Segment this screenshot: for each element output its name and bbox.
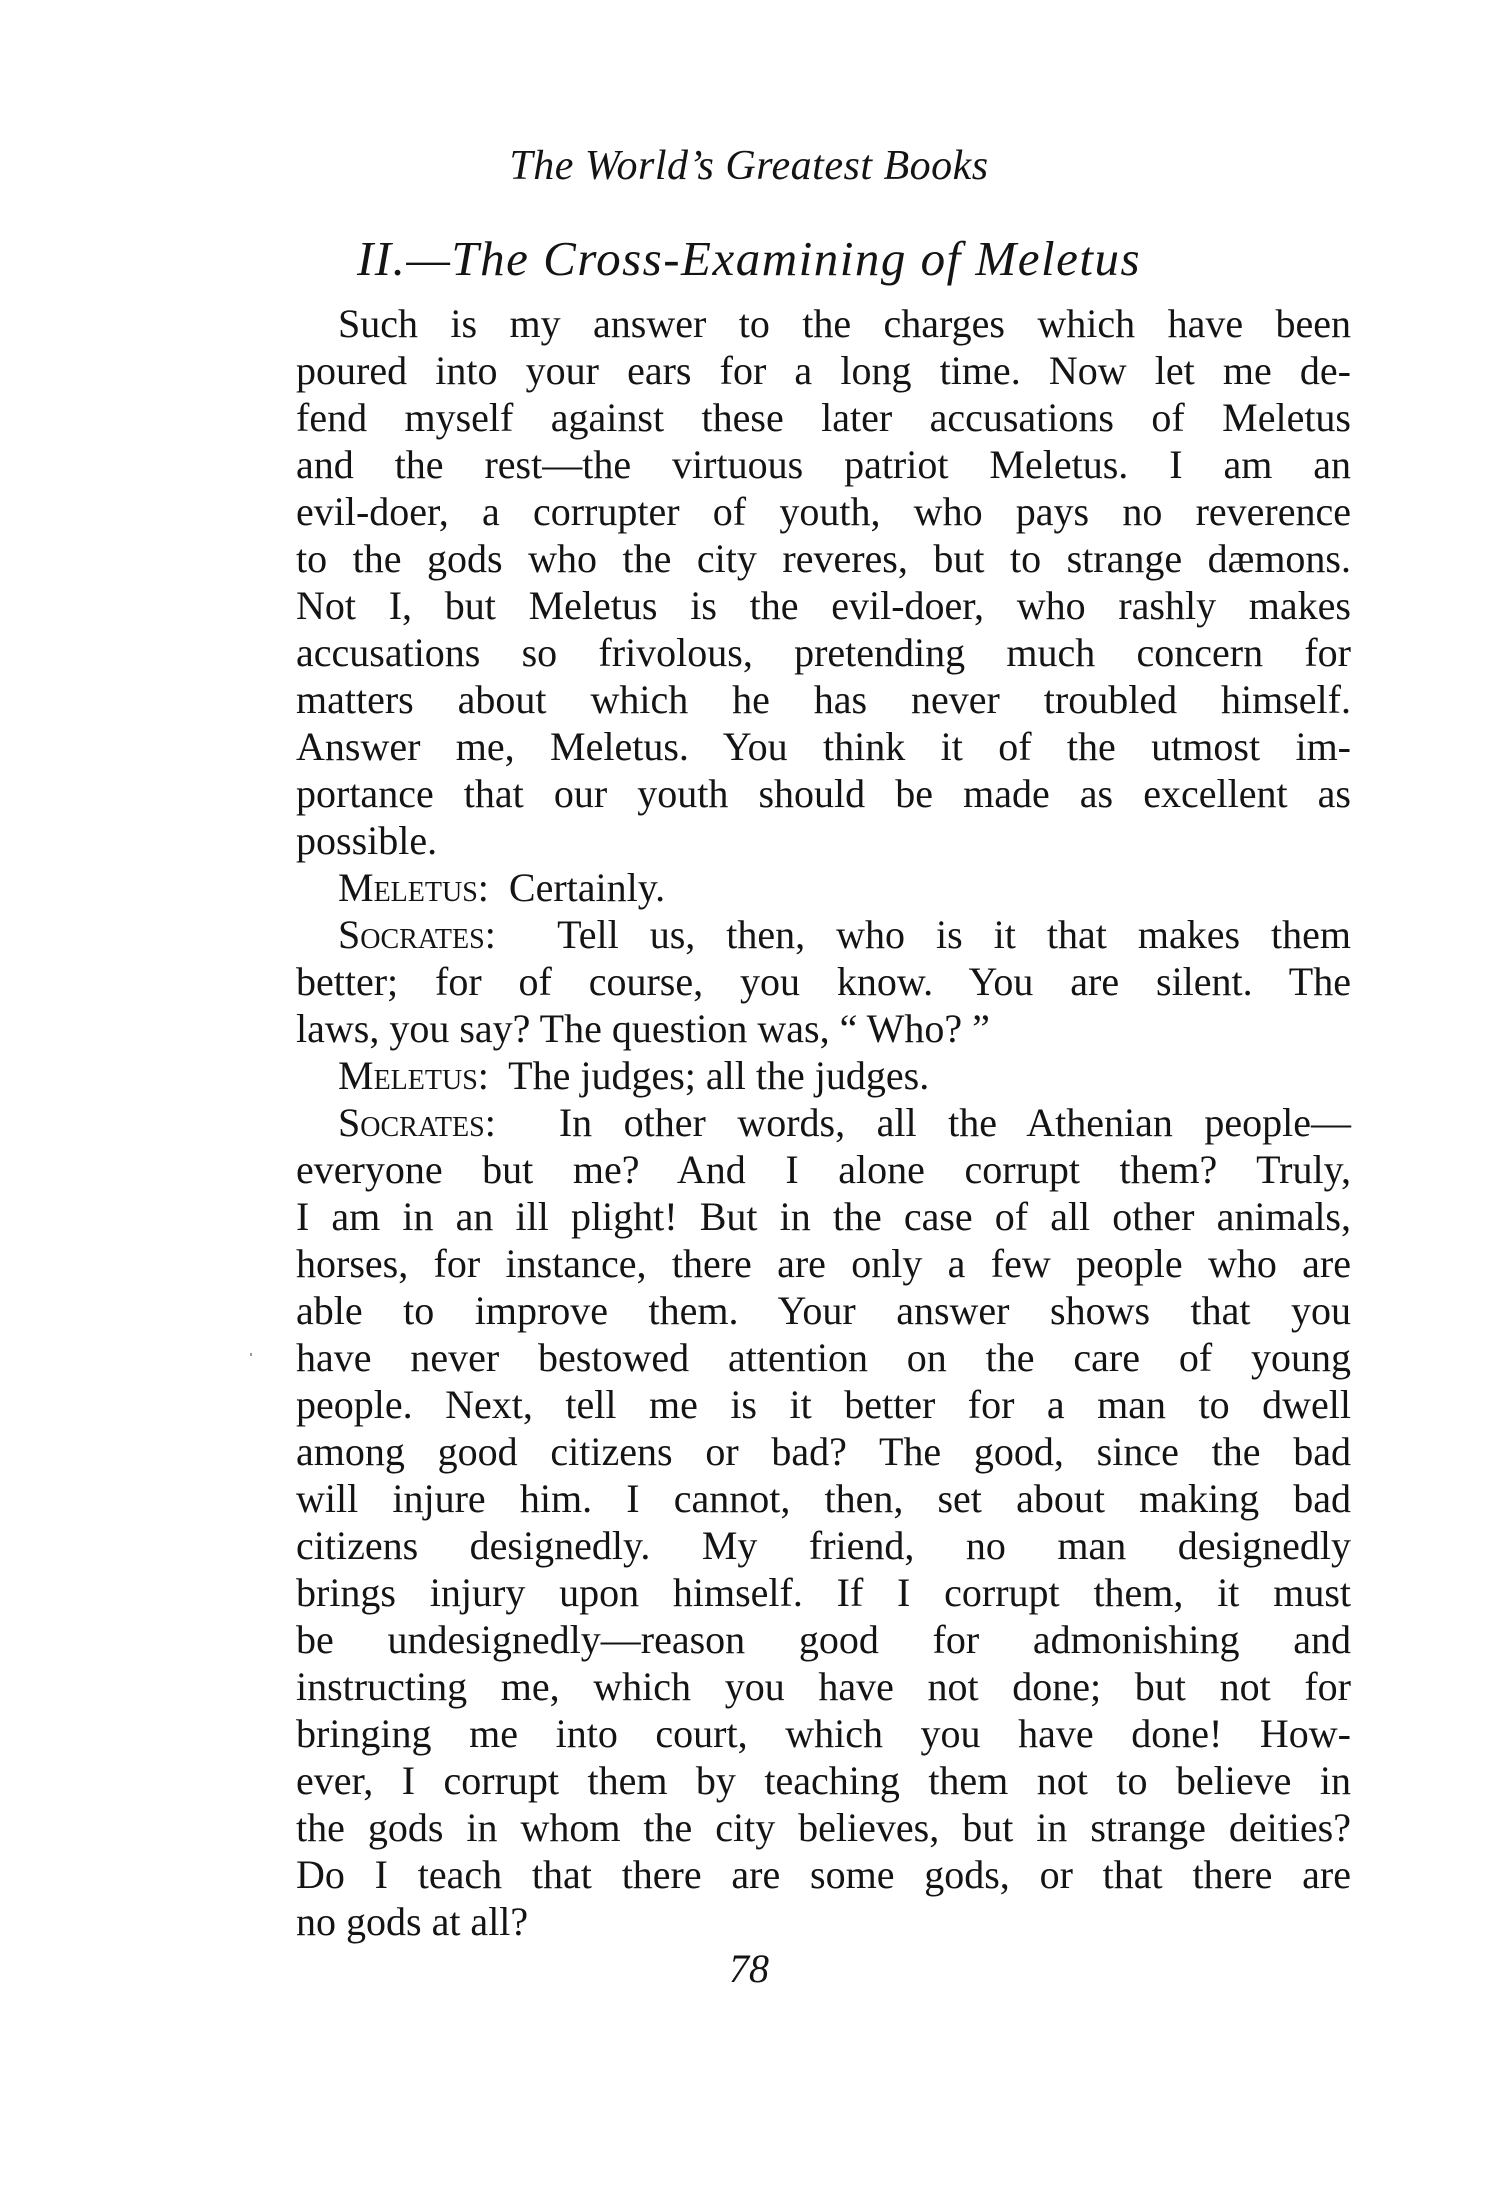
speaker-name: Socrates <box>338 1100 485 1145</box>
text-line: will injure him. I cannot, then, set about making bad <box>296 1476 1351 1521</box>
dialogue-line: Meletus: The judges; all the judges. <box>338 1053 930 1098</box>
text-line: possible. <box>296 818 438 863</box>
speech-text: Certainly. <box>508 865 666 910</box>
text-line: laws, you say? The question was, “ Who? ” <box>296 1006 990 1051</box>
text-line: better; for of course, you know. You are silent. The <box>296 959 1351 1004</box>
dialogue-line: Socrates: Tell us, then, who is it that makes them <box>338 912 1352 957</box>
margin-speck <box>250 1353 252 1356</box>
chapter-title: II.—The Cross-Examining of Meletus <box>356 231 1142 286</box>
text-line: among good citizens or bad? The good, since the bad <box>296 1429 1351 1474</box>
speech-text: The judges; all the judges. <box>508 1053 930 1098</box>
text-line: accusations so frivolous, pretending much concern for <box>296 630 1351 675</box>
dialogue-line: Meletus: Certainly. <box>338 865 666 910</box>
text-line: brings injury upon himself. If I corrupt them, it must <box>296 1570 1351 1615</box>
text-line: have never bestowed attention on the care of young <box>296 1335 1351 1380</box>
text-line: be undesignedly—reason good for admonishing and <box>296 1617 1351 1662</box>
text-line: everyone but me? And I alone corrupt them? Truly, <box>296 1147 1351 1192</box>
body-text <box>296 300 1351 1945</box>
text-line: evil-doer, a corrupter of youth, who pays no reverence <box>296 489 1351 534</box>
text-line: able to improve them. Your answer shows that you <box>296 1288 1351 1333</box>
page-number: 78 <box>729 1946 769 1991</box>
text-line: to the gods who the city reveres, but to strange dæmons. <box>296 536 1351 581</box>
text-line: horses, for instance, there are only a few people who are <box>296 1241 1351 1286</box>
text-line: Such is my answer to the charges which have been <box>338 301 1351 346</box>
speaker-name: Socrates <box>338 912 485 957</box>
text-line: no gods at all? <box>296 1899 529 1944</box>
speech-text: In other words, all the Athenian people— <box>558 1100 1351 1145</box>
text-line: ever, I corrupt them by teaching them not to believe in <box>296 1758 1351 1803</box>
text-line: instructing me, which you have not done; but not for <box>296 1664 1351 1709</box>
text-line: people. Next, tell me is it better for a man to dwell <box>296 1382 1351 1427</box>
text-line: Not I, but Meletus is the evil-doer, who rashly makes <box>296 583 1351 628</box>
running-head: The World’s Greatest Books <box>509 143 989 189</box>
text-line: and the rest—the virtuous patriot Meletus. I am an <box>296 442 1351 487</box>
text-line: portance that our youth should be made as excellent as <box>296 771 1351 816</box>
text-line: Do I teach that there are some gods, or that there are <box>296 1852 1351 1897</box>
text-line: Answer me, Meletus. You think it of the utmost im- <box>296 724 1351 769</box>
text-line: matters about which he has never troubled himself. <box>296 677 1351 722</box>
text-line: fend myself against these later accusations of Meletus <box>296 395 1351 440</box>
speech-text: Tell us, then, who is it that makes them <box>557 912 1352 957</box>
text-line: bringing me into court, which you have done! How- <box>296 1711 1351 1756</box>
speaker-name: Meletus <box>338 865 478 910</box>
speaker-name: Meletus <box>338 1053 478 1098</box>
text-line: citizens designedly. My friend, no man designedly <box>296 1523 1351 1568</box>
dialogue-line: Socrates: In other words, all the Athenian people— <box>338 1100 1351 1145</box>
text-line: the gods in whom the city believes, but in strange deities? <box>296 1805 1351 1850</box>
text-line: I am in an ill plight! But in the case of all other animals, <box>296 1194 1351 1239</box>
text-line: poured into your ears for a long time. Now let me de- <box>296 348 1351 393</box>
